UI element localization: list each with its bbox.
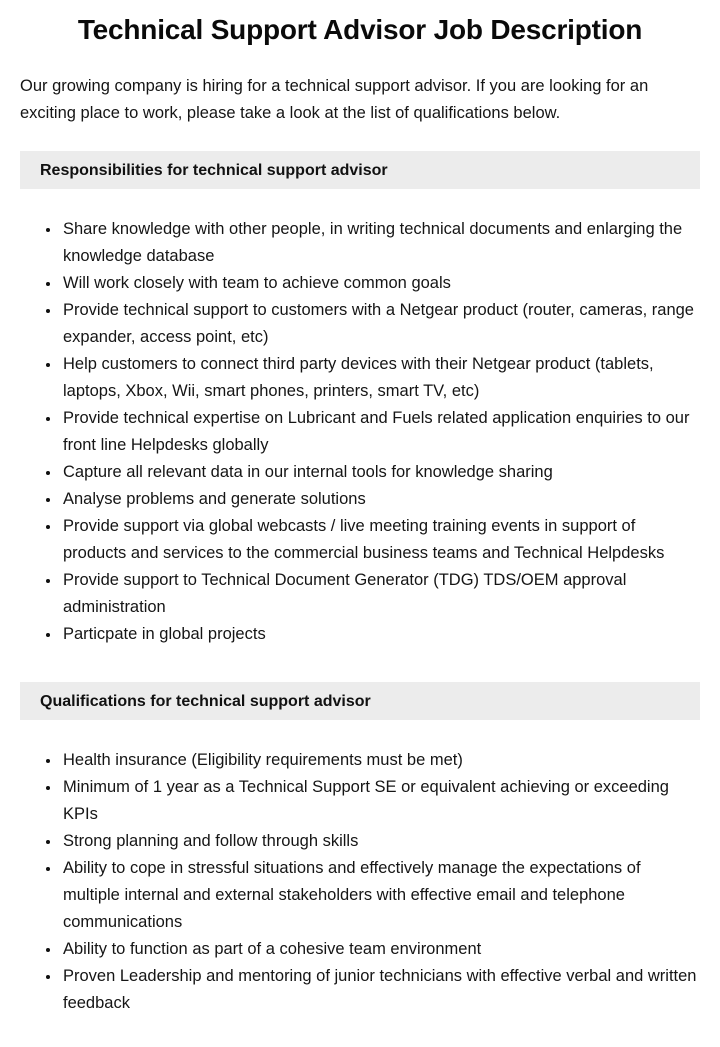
list-item: • Provide technical expertise on Lubricant and Fuels related application enquiries to our front line Helpdesks globally bbox=[61, 405, 700, 459]
list-item: • Share knowledge with other people, in writing technical documents and enlarging the knowledge database bbox=[61, 216, 700, 270]
list-item: • Ability to cope in stressful situations and effectively manage the expectations of multiple internal and external stakeholders with effective email and telephone communications bbox=[61, 855, 700, 936]
qualifications-section bbox=[20, 682, 700, 1017]
list-item: • Help customers to connect third party devices with their Netgear product (tablets, laptops, Xbox, Wii, smart phones, printers, smart TV, etc) bbox=[61, 351, 700, 405]
list-item: • Capture all relevant data in our internal tools for knowledge sharing bbox=[61, 459, 700, 486]
responsibilities-section bbox=[20, 151, 700, 648]
list-item: • Proven Leadership and mentoring of junior technicians with effective verbal and written feedback bbox=[61, 963, 700, 1017]
list-item: • Provide technical support to customers with a Netgear product (router, cameras, range expander, access point, etc) bbox=[61, 297, 700, 351]
intro-paragraph: Our growing company is hiring for a technical support advisor. If you are looking for an exciting place to work, please take a look at the list of qualifications below. bbox=[20, 77, 649, 122]
qualifications-section-heading: Qualifications for technical support advisor bbox=[20, 682, 700, 720]
responsibilities-section-heading: Responsibilities for technical support advisor bbox=[20, 151, 700, 189]
page-title: Technical Support Advisor Job Description bbox=[77, 14, 643, 45]
list-item: • Provide support via global webcasts / live meeting training events in support of products and services to the commercial business teams and Technical Helpdesks bbox=[61, 513, 700, 567]
list-item: • Analyse problems and generate solutions bbox=[61, 486, 700, 513]
list-item: • Particpate in global projects bbox=[61, 621, 700, 648]
list-item: • Strong planning and follow through skills bbox=[61, 828, 700, 855]
list-item: • Minimum of 1 year as a Technical Support SE or equivalent achieving or exceeding KPIs bbox=[61, 774, 700, 828]
qualifications-list bbox=[20, 747, 700, 1017]
list-item: • Provide support to Technical Document Generator (TDG) TDS/OEM approval administration bbox=[61, 567, 700, 621]
responsibilities-list bbox=[20, 216, 700, 648]
list-item: • Will work closely with team to achieve common goals bbox=[61, 270, 700, 297]
list-item: • Health insurance (Eligibility requirements must be met) bbox=[61, 747, 700, 774]
list-item: • Ability to function as part of a cohesive team environment bbox=[61, 936, 700, 963]
